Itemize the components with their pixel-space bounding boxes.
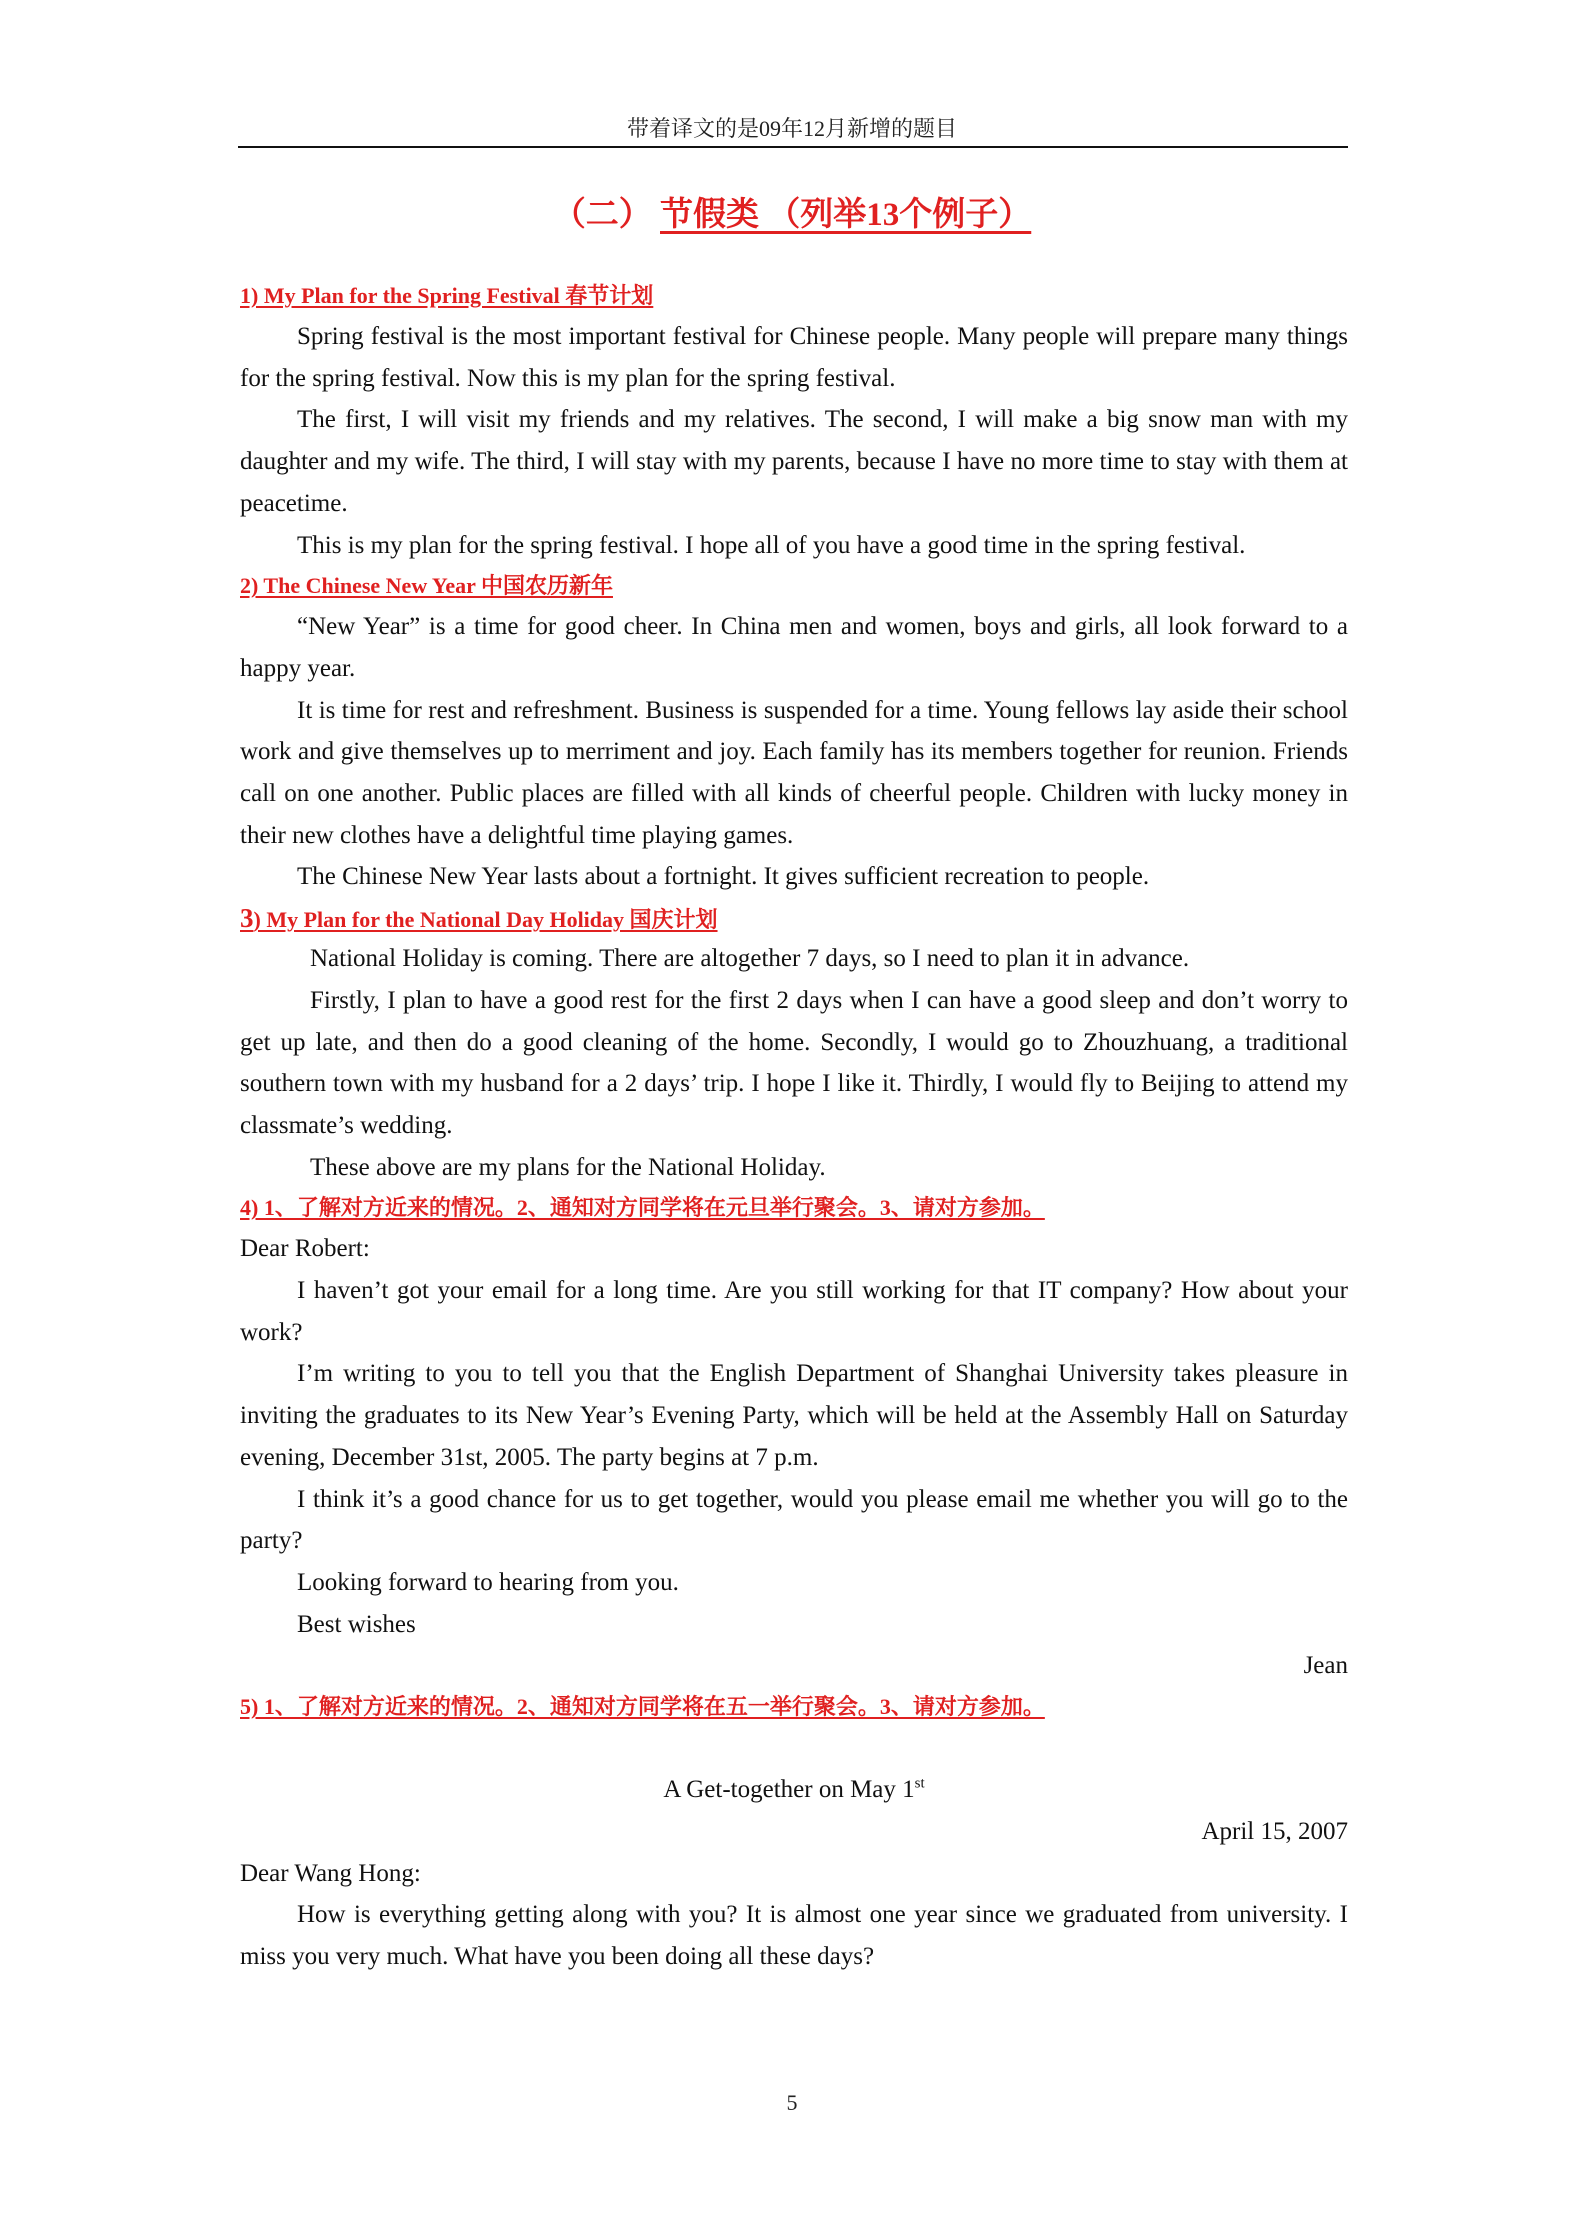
paragraph: It is time for rest and refreshment. Business is suspended for a time. Young fellows lay aside their school work and give themselves up to merriment and joy. Each family has its members together for reunion. Friends call on one another. Public places are filled with all kinds of cheerful people. Children with lucky money in their new clothes have a delightful time playing games. bbox=[240, 696, 1348, 849]
page-header: 带着译文的是09年12月新增的题目 bbox=[626, 116, 957, 141]
letter-title-text: A Get-together on May 1 bbox=[663, 1776, 915, 1804]
page-number: 5 bbox=[786, 2090, 798, 2115]
header-rule bbox=[238, 146, 1348, 148]
paragraph: National Holiday is coming. There are altogether 7 days, so I need to plan it in advance. bbox=[310, 945, 1190, 973]
paragraph: I think it’s a good chance for us to get together, would you please email me whether you will go to the party? bbox=[240, 1485, 1348, 1555]
paragraph: Spring festival is the most important festival for Chinese people. Many people will prepare many things for the spring festival. Now this is my plan for the spring festival. bbox=[240, 323, 1348, 392]
section-heading-2: 2) The Chinese New Year 中国农历新年 bbox=[240, 573, 613, 599]
letter-date: April 15, 2007 bbox=[1201, 1817, 1348, 1845]
paragraph: I haven’t got your email for a long time. Are you still working for that IT company? How about your work? bbox=[240, 1277, 1348, 1346]
paragraph: Looking forward to hearing from you. bbox=[297, 1568, 679, 1596]
title-main: 节假类 （列举13个例子） bbox=[660, 197, 1032, 233]
section-heading-3 bbox=[240, 898, 1348, 938]
section-heading-3-text: ) My Plan for the National Day Holiday 国庆计划 bbox=[253, 907, 718, 933]
section-heading-3-number: 3 bbox=[240, 903, 254, 934]
section-heading-1: 1) My Plan for the Spring Festival 春节计划 bbox=[240, 283, 654, 308]
letter-signature: Jean bbox=[1303, 1652, 1348, 1680]
spacer bbox=[240, 1727, 1348, 1769]
title-prefix: （二） bbox=[552, 197, 652, 233]
section-title bbox=[238, 188, 1346, 235]
letter-closing: Best wishes bbox=[297, 1610, 416, 1638]
letter-title-superscript: st bbox=[914, 1775, 925, 1792]
letter-salutation: Dear Robert: bbox=[240, 1235, 370, 1263]
paragraph: I’m writing to you to tell you that the English Department of Shanghai University takes pleasure in inviting the graduates to its New Year’s Evening Party, which will be held at the Assembly Hall on Saturday evening, December 31st, 2005. The party begins at 7 p.m. bbox=[240, 1360, 1348, 1471]
letter-title bbox=[240, 1769, 1348, 1811]
paragraph: This is my plan for the spring festival. I hope all of you have a good time in the spring festival. bbox=[297, 531, 1246, 559]
paragraph: Firstly, I plan to have a good rest for the first 2 days when I can have a good sleep and don’t worry to get up late, and then do a good cleaning of the home. Secondly, I would go to Zhouzhuang, a traditional southern town with my husband for a 2 days’ trip. I hope I like it. Thirdly, I would fly to Beijing to attend my classmate’s wedding. bbox=[240, 986, 1348, 1139]
paragraph: How is everything getting along with you? It is almost one year since we graduated from university. I miss you very much. What have you been doing all these days? bbox=[240, 1901, 1348, 1970]
paragraph: “New Year” is a time for good cheer. In China men and women, boys and girls, all look forward to a happy year. bbox=[240, 613, 1348, 682]
paragraph: These above are my plans for the National Holiday. bbox=[310, 1153, 826, 1181]
letter-salutation: Dear Wang Hong: bbox=[240, 1859, 421, 1887]
section-heading-5: 5) 1、了解对方近来的情况。2、通知对方同学将在五一举行聚会。3、请对方参加。 bbox=[240, 1694, 1045, 1720]
content-body bbox=[240, 276, 1348, 1978]
section-heading-4: 4) 1、了解对方近来的情况。2、通知对方同学将在元旦举行聚会。3、请对方参加。 bbox=[240, 1195, 1045, 1221]
paragraph: The Chinese New Year lasts about a fortnight. It gives sufficient recreation to people. bbox=[297, 863, 1150, 891]
paragraph: The first, I will visit my friends and my relatives. The second, I will make a big snow man with my daughter and my wife. The third, I will stay with my parents, because I have no more time to stay with them at peacetime. bbox=[240, 406, 1348, 517]
